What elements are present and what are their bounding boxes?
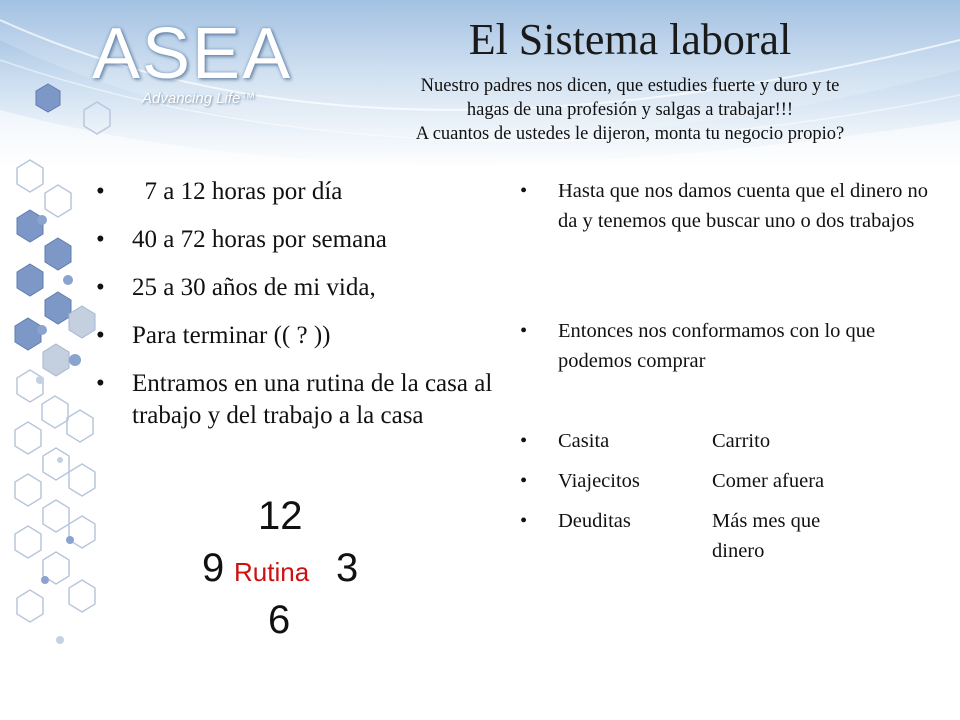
clock-left-number: 9 bbox=[202, 546, 225, 590]
left-bullet-list bbox=[96, 176, 516, 448]
list-item bbox=[96, 368, 512, 432]
subtitle-line-3: A cuantos de ustedes le dijeron, monta tu negocio propio? bbox=[415, 124, 845, 144]
list-item bbox=[96, 320, 516, 352]
pair-right-text: Comer afuera bbox=[712, 470, 825, 492]
subtitle-line-1: Nuestro padres nos dicen, que estudies fuerte y duro y te bbox=[420, 76, 840, 96]
list-item-text: 7 a 12 horas por día bbox=[132, 178, 343, 205]
bullet-icon: • bbox=[520, 320, 528, 342]
list-item bbox=[96, 224, 516, 256]
bullet-icon: • bbox=[96, 178, 105, 205]
list-item-text: 40 a 72 horas por semana bbox=[132, 226, 387, 253]
pair-left-text: Deuditas bbox=[558, 510, 631, 532]
logo-tagline: Advancing Life™ bbox=[142, 90, 256, 107]
list-item-text: Para terminar (( ? )) bbox=[132, 322, 331, 349]
slide-title: El Sistema laboral bbox=[468, 15, 792, 64]
list-item bbox=[520, 316, 940, 376]
bullet-icon: • bbox=[96, 322, 105, 349]
clock-bottom-number: 6 bbox=[268, 598, 291, 642]
bullet-icon: • bbox=[96, 370, 105, 397]
pair-left-text: Casita bbox=[558, 430, 610, 452]
list-item-text: Entramos en una rutina de la casa al trabajo y del trabajo a la casa bbox=[132, 370, 493, 429]
subtitle-line-2: hagas de una profesión y salgas a trabajar!!! bbox=[466, 100, 794, 120]
bullet-icon: • bbox=[96, 274, 105, 301]
asea-logo bbox=[92, 14, 293, 113]
list-item-text: Hasta que nos damos cuenta que el dinero no da y tenemos que buscar uno o dos trabajos bbox=[558, 180, 929, 232]
list-item-text: 25 a 30 años de mi vida, bbox=[132, 274, 376, 301]
clock-right-number: 3 bbox=[336, 546, 359, 590]
clock-center-label: Rutina bbox=[234, 557, 310, 587]
slide-subtitle bbox=[320, 74, 940, 146]
list-item bbox=[96, 272, 516, 304]
pair-right-text: Carrito bbox=[712, 430, 771, 452]
bullet-icon: • bbox=[96, 226, 105, 253]
bullet-icon: • bbox=[520, 430, 528, 452]
bullet-icon: • bbox=[520, 180, 528, 202]
pair-right-text: Más mes que dinero bbox=[712, 510, 821, 562]
list-item-text: Entonces nos conformamos con lo que podemos comprar bbox=[558, 320, 876, 372]
list-item bbox=[96, 176, 516, 208]
pair-left-text: Viajecitos bbox=[558, 470, 640, 492]
clock-top-number: 12 bbox=[258, 494, 303, 538]
bullet-icon: • bbox=[520, 510, 528, 532]
bullet-icon: • bbox=[520, 470, 528, 492]
list-item bbox=[520, 176, 940, 236]
logo-wordmark: ASEA bbox=[92, 14, 293, 94]
